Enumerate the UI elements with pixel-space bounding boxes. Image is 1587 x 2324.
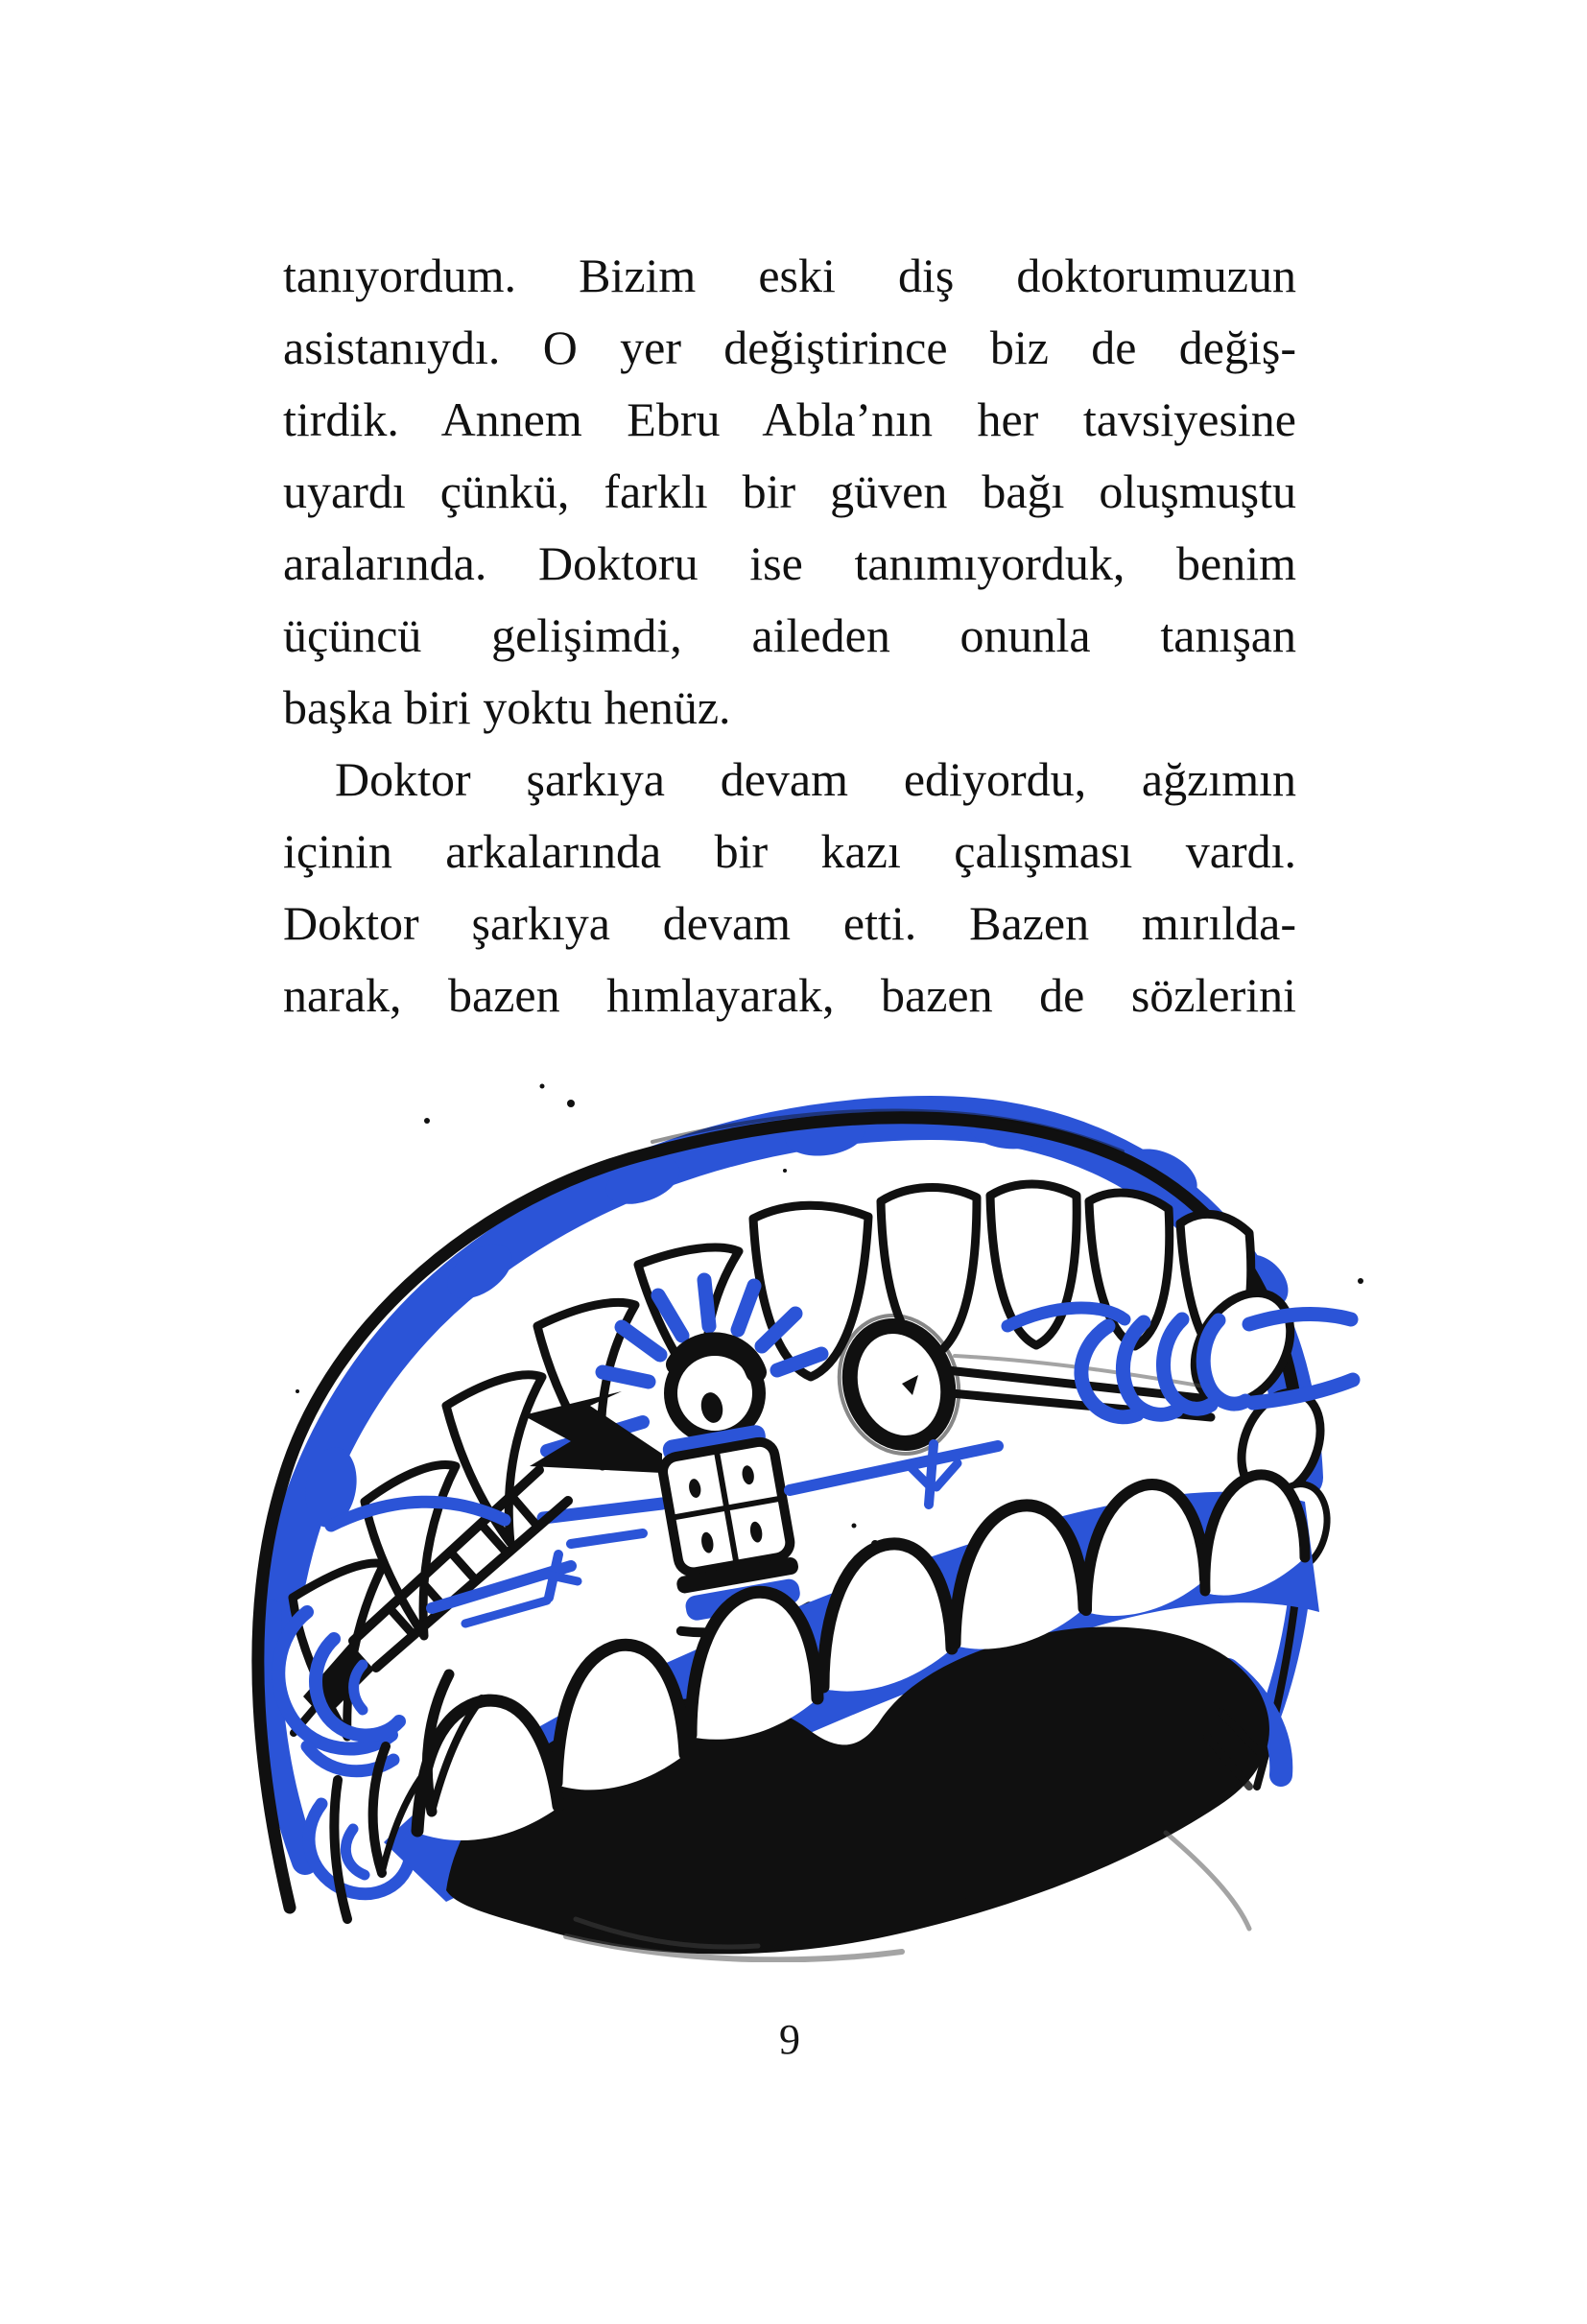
text-line: narak, bazen hımlayarak, bazen de sözlerini (283, 968, 1296, 1022)
text-line: tanıyordum. Bizim eski diş doktorumuzun (283, 249, 1296, 302)
text-line: başka biri yoktu henüz. (283, 680, 731, 734)
text-line: Doktor şarkıya devam etti. Bazen mırılda- (283, 896, 1296, 950)
text-line: tirdik. Annem Ebru Abla’nın her tavsiyesine (283, 392, 1296, 446)
text-line: aralarında. Doktoru ise tanımıyorduk, benim (283, 536, 1296, 590)
mouth-illustration (240, 1075, 1367, 1962)
text-line: içinin arkalarında bir kazı çalışması vardı. (283, 824, 1296, 878)
page-number: 9 (779, 2016, 800, 2063)
body-text (283, 240, 1296, 1032)
text-line: uyardı çünkü, farklı bir güven bağı oluşmuştu (283, 464, 1296, 518)
text-line: asistanıydı. O yer değiştirince biz de değiş- (283, 320, 1296, 374)
text-line: üçüncü gelişimdi, aileden onunla tanışan (283, 608, 1296, 662)
text-line: Doktor şarkıya devam ediyordu, ağzımın (335, 752, 1296, 806)
